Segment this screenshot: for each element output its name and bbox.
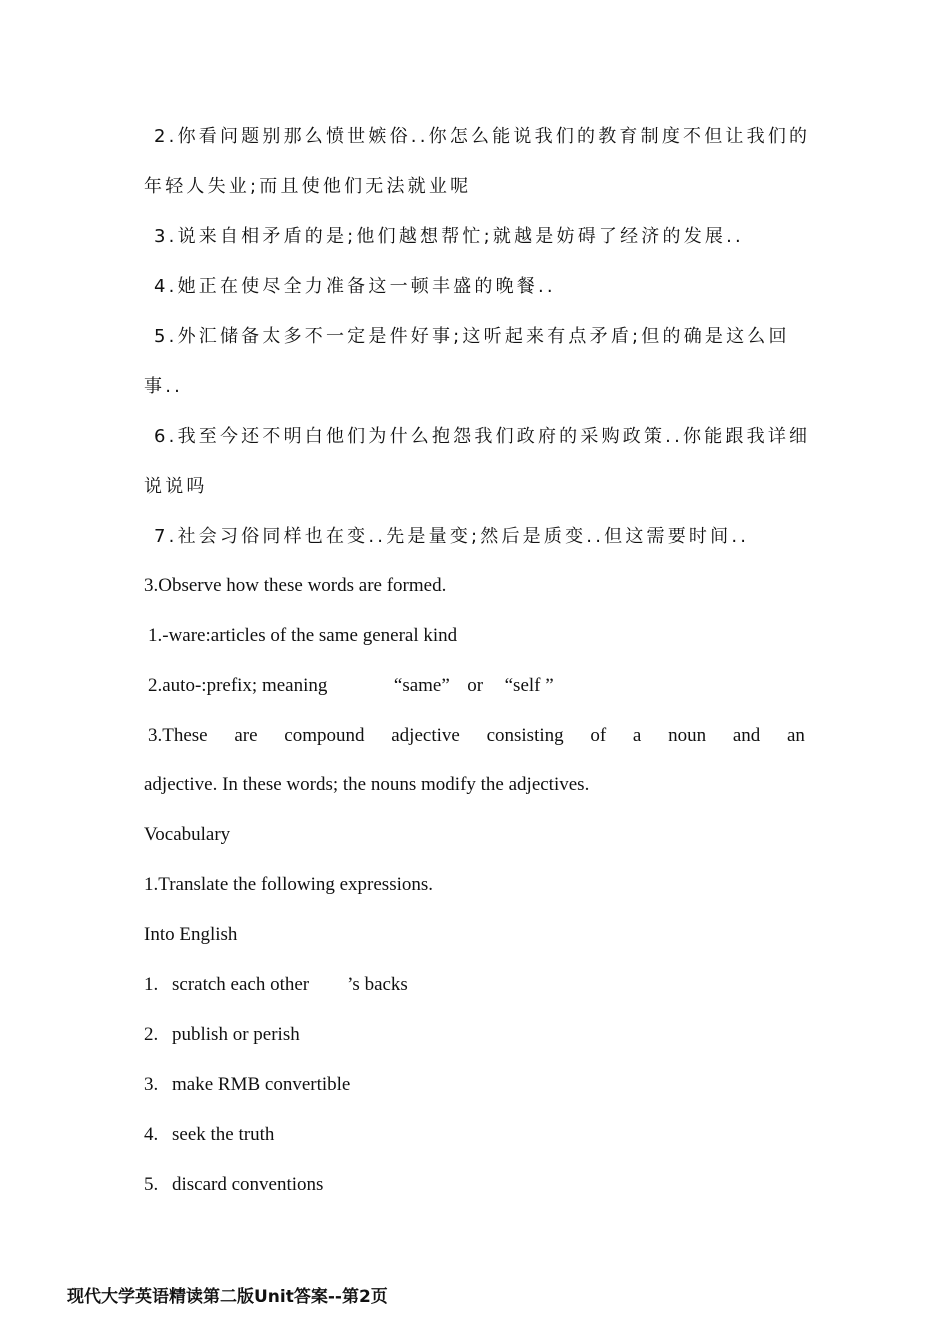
item-2-self: “self ” — [504, 675, 554, 696]
item-3-word: adjective — [391, 725, 460, 746]
item-3-word: 3.These — [148, 725, 208, 746]
vocabulary-item — [144, 1073, 350, 1097]
vocabulary-item-number: 2. — [144, 1024, 159, 1045]
sentence-4: 4.她正在使尽全力准备这一顿丰盛的晚餐.. — [154, 276, 556, 297]
item-2-or: or — [467, 675, 484, 696]
item-3-word: and — [732, 725, 761, 746]
item-3-word: compound — [284, 725, 365, 746]
sentence-2-line-1: 2.你看问题别那么愤世嫉俗..你怎么能说我们的教育制度不但让我们的 — [154, 126, 811, 147]
sentence-6-line-2: 说说吗 — [144, 476, 208, 497]
vocabulary-heading: Vocabulary — [144, 824, 231, 845]
sentence-3: 3.说来自相矛盾的是;他们越想帮忙;就越是妨碍了经济的发展.. — [154, 226, 744, 247]
item-3-word: noun — [668, 725, 707, 746]
item-3-word: are — [234, 725, 258, 746]
vocabulary-item-number: 3. — [144, 1074, 159, 1095]
word-formation-item-3-line-2: adjective. In these words; the nouns modify the adjectives. — [144, 774, 590, 795]
item-2-prefix: 2.auto-:prefix; meaning — [148, 675, 328, 696]
word-formation-heading: 3.Observe how these words are formed. — [144, 575, 447, 596]
word-formation-item-3-line-1 — [148, 724, 805, 748]
vocabulary-item-number: 4. — [144, 1124, 159, 1145]
word-formation-item-1: 1.-ware:articles of the same general kind — [148, 625, 458, 646]
vocabulary-subheading: Into English — [144, 924, 238, 945]
sentence-6-line-1: 6.我至今还不明白他们为什么抱怨我们政府的采购政策..你能跟我详细 — [154, 426, 811, 447]
vocabulary-item-text: scratch each other — [172, 974, 310, 995]
item-3-word: a — [632, 725, 642, 746]
vocabulary-item-suffix: ’s backs — [347, 974, 408, 995]
word-formation-item-2 — [148, 674, 554, 698]
vocabulary-item-text: publish or perish — [172, 1024, 300, 1045]
item-3-word: consisting — [486, 725, 564, 746]
vocabulary-instruction: 1.Translate the following expressions. — [144, 874, 434, 895]
sentence-5-line-2: 事.. — [144, 376, 184, 397]
item-3-word: an — [787, 725, 805, 746]
vocabulary-item-text: seek the truth — [172, 1124, 275, 1145]
sentence-2-line-2: 年轻人失业;而且使他们无法就业呢 — [144, 176, 472, 197]
vocabulary-item — [144, 973, 408, 997]
page-footer: 现代大学英语精读第二版Unit答案--第2页 — [67, 1287, 388, 1307]
vocabulary-item-text: discard conventions — [172, 1174, 324, 1195]
vocabulary-item-text: make RMB convertible — [172, 1074, 351, 1095]
vocabulary-item — [144, 1023, 300, 1047]
vocabulary-item-number: 5. — [144, 1174, 159, 1195]
vocabulary-item — [144, 1173, 323, 1197]
sentence-5-line-1: 5.外汇储备太多不一定是件好事;这听起来有点矛盾;但的确是这么回 — [154, 326, 790, 347]
item-3-word: of — [590, 725, 607, 746]
vocabulary-item — [144, 1123, 274, 1147]
sentence-7: 7.社会习俗同样也在变..先是量变;然后是质变..但这需要时间.. — [154, 526, 750, 547]
item-2-same: “same” — [393, 675, 450, 696]
vocabulary-item-number: 1. — [144, 974, 159, 995]
